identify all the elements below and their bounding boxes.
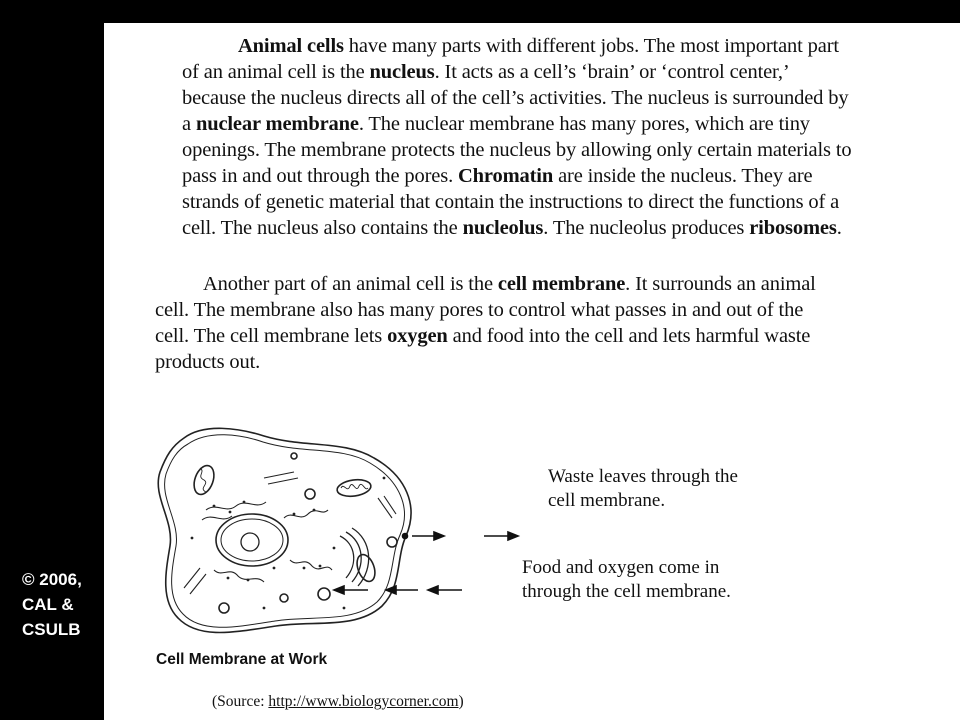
text-line — [182, 137, 912, 163]
text-line — [155, 323, 885, 349]
source-prefix: (Source: — [212, 693, 269, 710]
source-link[interactable]: http://www.biologycorner.com — [268, 693, 459, 710]
text-line — [182, 215, 912, 241]
text-line — [182, 59, 912, 85]
text-line — [182, 189, 912, 215]
text-line — [182, 33, 912, 59]
figure-caption: Cell Membrane at Work — [156, 651, 328, 668]
text-run: because the nucleus directs all of the cell’s activities. The nucleus is surrounded by — [182, 87, 849, 109]
nucleus-shape — [216, 514, 288, 566]
food-arrows — [334, 586, 462, 594]
text-line — [182, 163, 912, 189]
text-run: . It acts as a cell’s ‘brain’ or ‘control center,’ — [434, 61, 790, 83]
waste-annotation — [548, 465, 738, 513]
copyright-notice — [22, 567, 82, 642]
bold-term: nucleolus — [462, 217, 544, 239]
food-annotation — [522, 556, 731, 604]
waste-annotation-line: cell membrane. — [548, 490, 666, 511]
text-run: . The nuclear membrane has many pores, which are tiny — [358, 113, 810, 135]
bold-term: nucleus — [369, 61, 435, 83]
text-run: cell. The nucleus also contains the — [182, 217, 463, 239]
bold-term: cell membrane — [497, 273, 626, 295]
document-page — [104, 23, 960, 720]
nucleolus-shape — [241, 533, 259, 551]
waste-annotation-line: Waste leaves through the — [548, 466, 738, 487]
text-line — [155, 349, 885, 375]
text-run: products out. — [155, 351, 261, 373]
copyright-line: CSULB — [22, 620, 81, 639]
text-line — [182, 111, 912, 137]
text-line — [155, 271, 885, 297]
copyright-line: CAL & — [22, 595, 74, 614]
food-annotation-line: Food and oxygen come in — [522, 557, 720, 578]
text-run: are inside the nucleus. They are — [553, 165, 813, 187]
text-run: Another part of an animal cell is the — [203, 273, 498, 295]
text-run: and food into the cell and lets harmful waste — [447, 325, 811, 347]
text-run: . It surrounds an animal — [625, 273, 816, 295]
bold-term: ribosomes — [749, 217, 837, 239]
bold-term: Animal cells — [238, 35, 344, 57]
text-run: openings. The membrane protects the nucleus by allowing only certain materials to — [182, 139, 852, 161]
text-run: a — [182, 113, 196, 135]
text-run: . — [836, 217, 842, 239]
text-run: have many parts with different jobs. The most important part — [343, 35, 839, 57]
text-run: cell. The cell membrane lets — [155, 325, 388, 347]
text-run: strands of genetic material that contain the instructions to direct the functions of a — [182, 191, 840, 213]
bold-term: oxygen — [387, 325, 448, 347]
text-run: of an animal cell is the — [182, 61, 370, 83]
bold-term: Chromatin — [458, 165, 554, 187]
copyright-line: © 2006, — [22, 570, 82, 589]
text-run: cell. The membrane also has many pores to control what passes in and out of the — [155, 299, 804, 321]
text-line — [182, 85, 912, 111]
source-suffix: ) — [458, 693, 464, 710]
paragraph-cell-membrane — [155, 271, 885, 375]
bold-term: nuclear membrane — [195, 113, 359, 135]
text-run: . The nucleolus produces — [543, 217, 750, 239]
text-run: pass in and out through the pores. — [182, 165, 459, 187]
animal-cell-diagram — [144, 418, 564, 648]
paragraph-nucleus — [182, 33, 912, 241]
figure-source — [212, 693, 464, 711]
text-line — [155, 297, 885, 323]
waste-arrows — [403, 532, 519, 540]
food-annotation-line: through the cell membrane. — [522, 581, 731, 602]
